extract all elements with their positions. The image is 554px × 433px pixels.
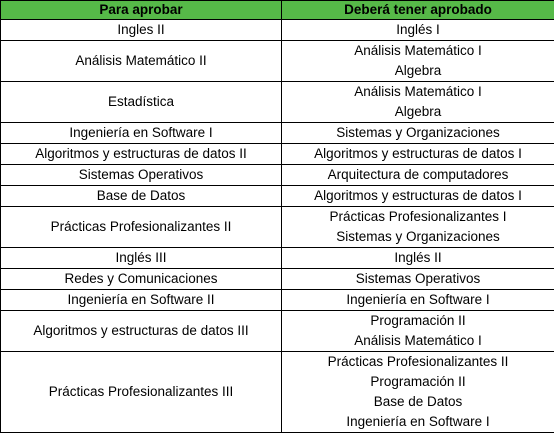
- requirement-item: Análisis Matemático I: [284, 41, 552, 61]
- requirement-item: Inglés II: [284, 248, 552, 268]
- subject-cell: Redes y Comunicaciones: [1, 269, 282, 290]
- table-row: [1, 165, 554, 186]
- subject-cell: Base de Datos: [1, 186, 282, 207]
- table-body: [1, 20, 554, 433]
- requirements-cell: [282, 311, 554, 352]
- subject-cell: Prácticas Profesionalizantes II: [1, 207, 282, 248]
- requirements-cell: [282, 248, 554, 269]
- requirement-item: Algoritmos y estructuras de datos I: [284, 144, 552, 164]
- subject-cell: Inglés III: [1, 248, 282, 269]
- table-row: [1, 269, 554, 290]
- table-row: [1, 248, 554, 269]
- requirement-item: Prácticas Profesionalizantes I: [284, 207, 552, 227]
- subject-cell: Ingeniería en Software I: [1, 123, 282, 144]
- table-row: [1, 20, 554, 41]
- requirement-item: Programación II: [284, 372, 552, 392]
- requirement-item: Algebra: [284, 102, 552, 122]
- header-row: [1, 1, 554, 20]
- requirement-item: Sistemas Operativos: [284, 269, 552, 289]
- requirement-item: Ingeniería en Software I: [284, 412, 552, 432]
- header-para-aprobar: Para aprobar: [1, 1, 282, 20]
- requirements-cell: [282, 290, 554, 311]
- requirement-item: Sistemas y Organizaciones: [284, 123, 552, 143]
- table-row: [1, 352, 554, 433]
- subject-cell: Estadística: [1, 82, 282, 123]
- requirement-item: Base de Datos: [284, 392, 552, 412]
- requirements-cell: [282, 144, 554, 165]
- requirements-cell: [282, 82, 554, 123]
- table-row: [1, 311, 554, 352]
- requirement-item: Programación II: [284, 311, 552, 331]
- requirement-item: Algebra: [284, 61, 552, 81]
- table-row: [1, 123, 554, 144]
- subject-cell: Algoritmos y estructuras de datos II: [1, 144, 282, 165]
- header-debera-tener-aprobado: Deberá tener aprobado: [282, 1, 554, 20]
- subject-cell: Análisis Matemático II: [1, 41, 282, 82]
- requirement-item: Análisis Matemático I: [284, 82, 552, 102]
- requirement-item: Ingeniería en Software I: [284, 290, 552, 310]
- table-row: [1, 207, 554, 248]
- table-row: [1, 144, 554, 165]
- requirement-item: Sistemas y Organizaciones: [284, 227, 552, 247]
- table-row: [1, 290, 554, 311]
- requirements-cell: [282, 269, 554, 290]
- table-header: [1, 1, 554, 20]
- requirement-item: Prácticas Profesionalizantes II: [284, 352, 552, 372]
- requirements-cell: [282, 165, 554, 186]
- table-row: [1, 186, 554, 207]
- requirement-item: Arquitectura de computadores: [284, 165, 552, 185]
- requirements-cell: [282, 207, 554, 248]
- table-row: [1, 41, 554, 82]
- requirements-cell: [282, 352, 554, 433]
- requirements-cell: [282, 41, 554, 82]
- subject-cell: Sistemas Operativos: [1, 165, 282, 186]
- requirement-item: Algoritmos y estructuras de datos I: [284, 186, 552, 206]
- requirement-item: Análisis Matemático I: [284, 331, 552, 351]
- requirements-cell: [282, 123, 554, 144]
- table-row: [1, 82, 554, 123]
- requirement-item: Inglés I: [284, 20, 552, 40]
- requirements-cell: [282, 186, 554, 207]
- subject-cell: Ingeniería en Software II: [1, 290, 282, 311]
- subject-cell: Ingles II: [1, 20, 282, 41]
- subject-cell: Algoritmos y estructuras de datos III: [1, 311, 282, 352]
- requirements-cell: [282, 20, 554, 41]
- subject-cell: Prácticas Profesionalizantes III: [1, 352, 282, 433]
